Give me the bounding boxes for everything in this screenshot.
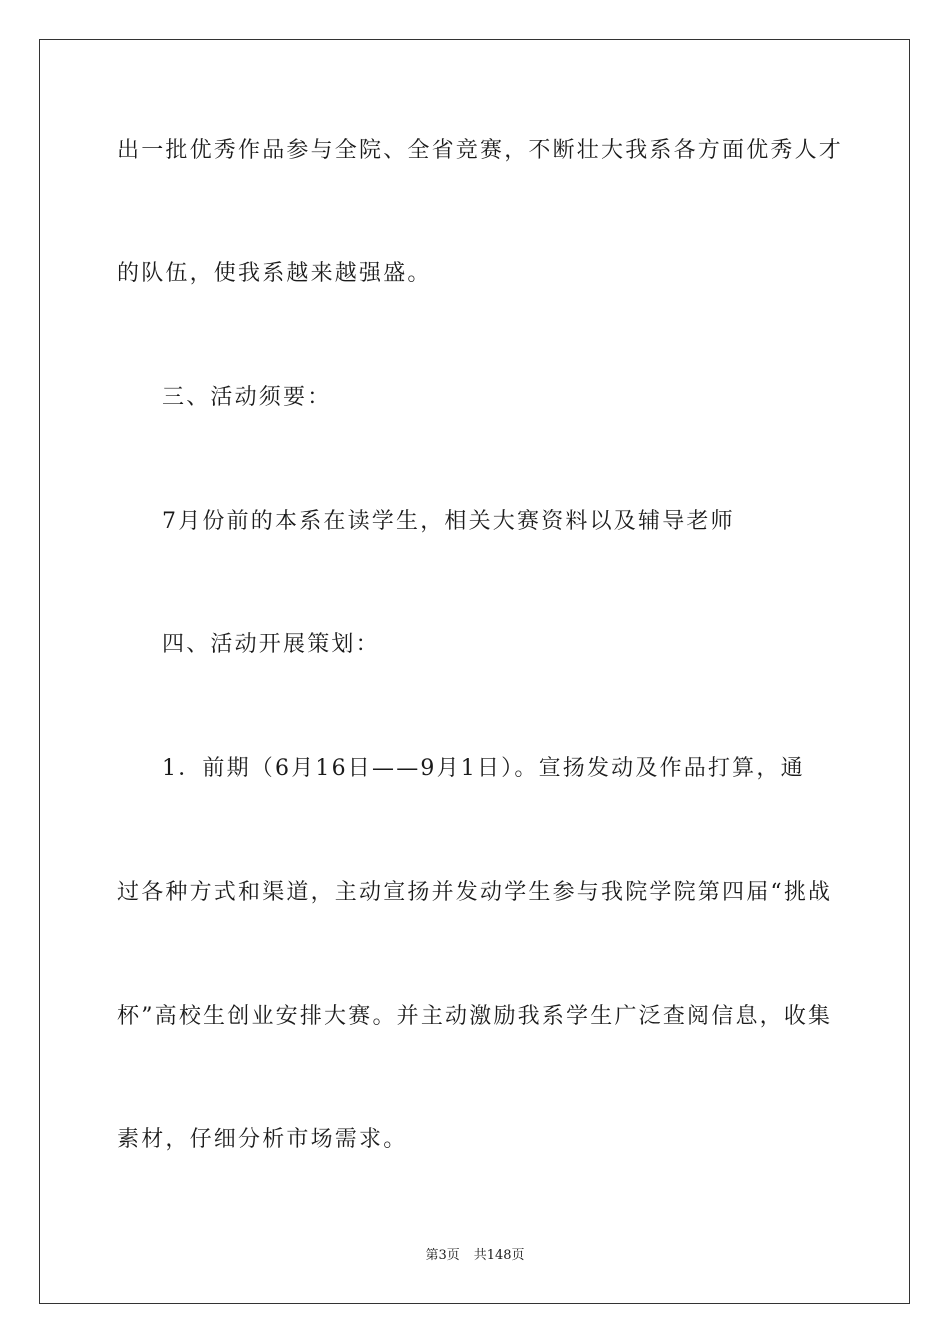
paragraph-line-phase1: 1．前期（6月16日——9月1日）。宣扬发动及作品打算，通 (162, 756, 805, 781)
page-total: 共148页 (473, 1248, 525, 1263)
paragraph-line-2: 的队伍，使我系越来越强盛。 (117, 261, 432, 286)
paragraph-line-phase1-cont-3: 素材，仔细分析市场需求。 (117, 1127, 408, 1152)
paragraph-line-phase1-cont-1: 过各种方式和渠道，主动宣扬并发动学生参与我院学院第四届“挑战 (117, 880, 833, 905)
section-heading-planning: 四、活动开展策划： (162, 632, 380, 657)
page-frame (39, 39, 910, 1304)
paragraph-line-1: 出一批优秀作品参与全院、全省竞赛，不断壮大我系各方面优秀人才 (117, 138, 844, 163)
page-footer (0, 1247, 950, 1265)
paragraph-line-participants: 7月份前的本系在读学生，相关大赛资料以及辅导老师 (162, 509, 735, 534)
section-heading-requirements: 三、活动须要： (162, 385, 332, 410)
paragraph-line-phase1-cont-2: 杯”高校生创业安排大赛。并主动激励我系学生广泛查阅信息，收集 (117, 1004, 833, 1029)
page-number: 第3页 (425, 1248, 460, 1263)
